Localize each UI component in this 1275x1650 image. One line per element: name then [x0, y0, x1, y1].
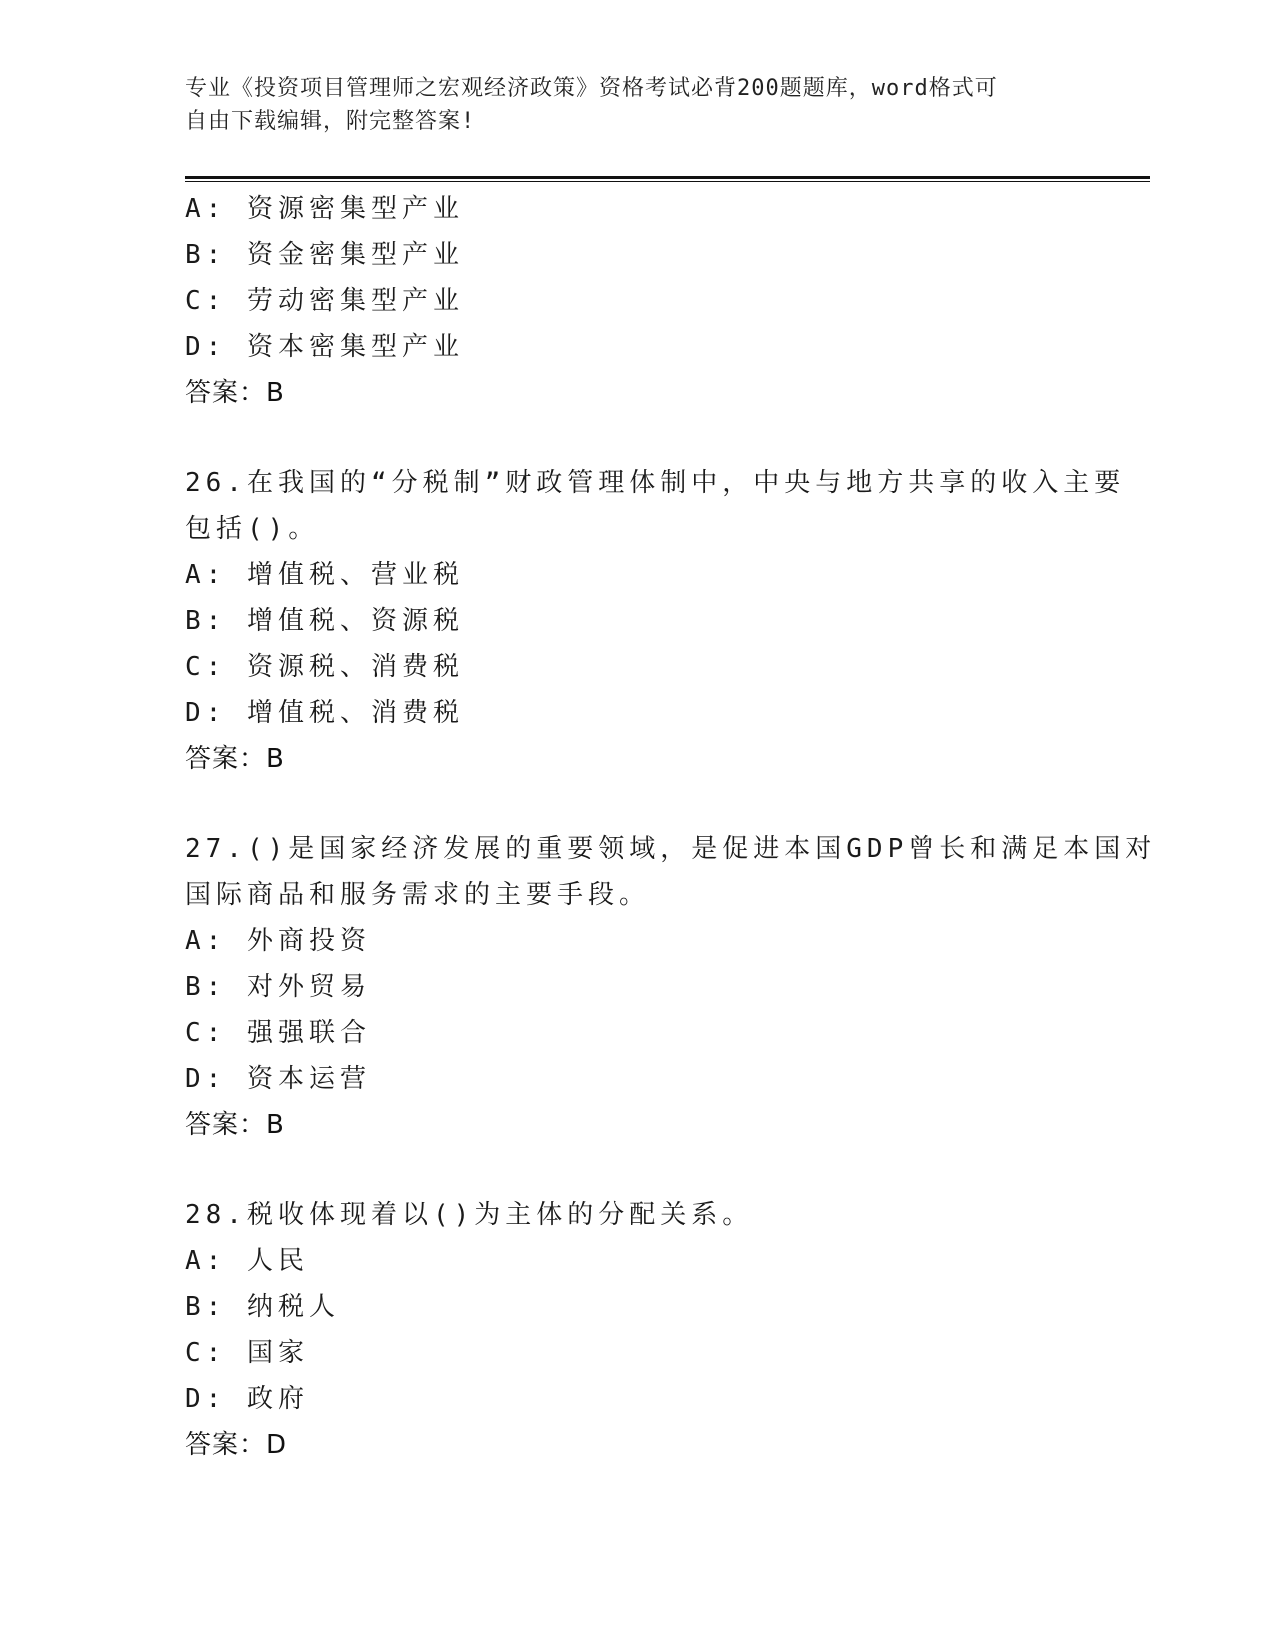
question-list — [185, 186, 1157, 1468]
option-c: C: 国家 — [185, 1338, 309, 1368]
document-header — [185, 72, 1085, 138]
answer-label: 答案：D — [185, 1430, 288, 1460]
question-block-26 — [185, 460, 1126, 782]
header-line-2: 自由下载编辑，附完整答案! — [185, 109, 476, 134]
header-line-1: 专业《投资项目管理师之宏观经济政策》资格考试必背200题题库，word格式可 — [185, 76, 998, 101]
option-a: A: 资源密集型产业 — [185, 194, 464, 224]
header-divider-thin — [185, 181, 1150, 182]
question-block-27 — [185, 826, 1157, 1148]
question-text-line-1: 27.()是国家经济发展的重要领域，是促进本国GDP曾长和满足本国对 — [185, 834, 1157, 864]
option-d: D: 资本运营 — [185, 1064, 371, 1094]
spacer — [185, 416, 1085, 460]
option-b: B: 对外贸易 — [185, 972, 371, 1002]
question-block-25 — [185, 186, 1085, 416]
answer-label: 答案：B — [185, 744, 285, 774]
option-a: A: 人民 — [185, 1246, 309, 1276]
answer-label: 答案：B — [185, 378, 285, 408]
option-c: C: 强强联合 — [185, 1018, 371, 1048]
question-text-line-2: 包括()。 — [185, 514, 320, 544]
question-block-28 — [185, 1192, 1085, 1468]
question-text-line-2: 国际商品和服务需求的主要手段。 — [185, 880, 651, 910]
spacer — [185, 782, 1085, 826]
option-c: C: 资源税、消费税 — [185, 652, 464, 682]
header-divider-thick — [185, 176, 1150, 179]
option-d: D: 政府 — [185, 1384, 309, 1414]
option-b: B: 增值税、资源税 — [185, 606, 464, 636]
option-a: A: 增值税、营业税 — [185, 560, 464, 590]
answer-label: 答案：B — [185, 1110, 285, 1140]
option-d: D: 增值税、消费税 — [185, 698, 464, 728]
spacer — [185, 1148, 1085, 1192]
question-text-line-1: 26.在我国的“分税制”财政管理体制中，中央与地方共享的收入主要 — [185, 468, 1126, 498]
question-text-line-1: 28.税收体现着以()为主体的分配关系。 — [185, 1200, 754, 1230]
option-a: A: 外商投资 — [185, 926, 371, 956]
option-c: C: 劳动密集型产业 — [185, 286, 464, 316]
option-b: B: 纳税人 — [185, 1292, 340, 1322]
option-d: D: 资本密集型产业 — [185, 332, 464, 362]
option-b: B: 资金密集型产业 — [185, 240, 464, 270]
